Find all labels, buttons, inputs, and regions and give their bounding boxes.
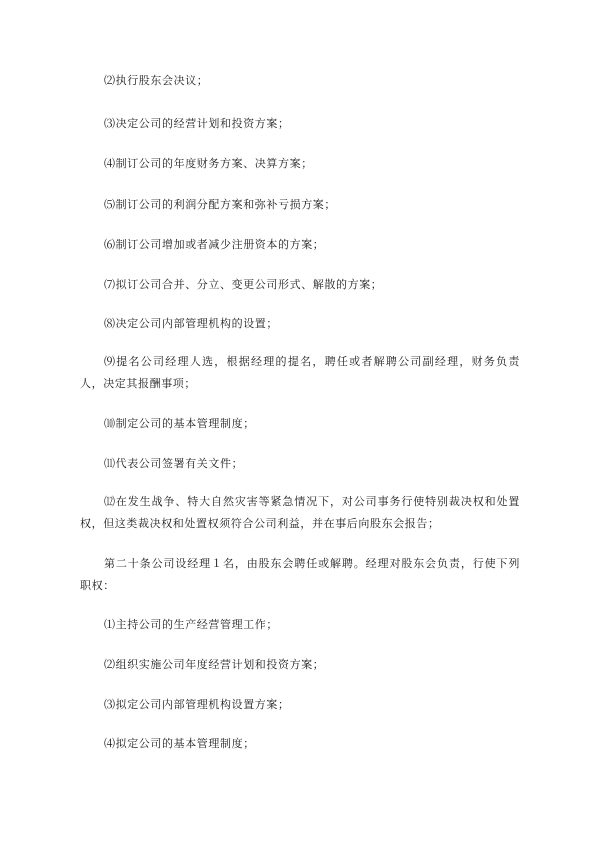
paragraph-duty-5: ⑸制订公司的利润分配方案和弥补亏损方案； — [104, 198, 336, 211]
paragraph-duty-12: ⑿在发生战争、特大自然灾害等紧急情况下，对公司事务行使特别裁决权和处置权，但这类裁决权和处置权须符合公司利益，并在事后向股东会报告； — [80, 495, 520, 530]
paragraph-duty-7: ⑺拟订公司合并、分立、变更公司形式、解散的方案； — [104, 278, 383, 291]
paragraph-duty-3: ⑶决定公司的经营计划和投资方案； — [104, 117, 290, 130]
paragraph-manager-duty-1: ⑴主持公司的生产经营管理工作； — [104, 618, 278, 631]
paragraph-duty-6: ⑹制订公司增加或者减少注册资本的方案； — [104, 238, 325, 251]
paragraph-article-20: 第二十条公司设经理１名，由股东会聘任或解聘。经理对股东会负责，行使下列职权： — [80, 557, 520, 592]
paragraph-manager-duty-4: ⑷拟定公司的基本管理制度； — [104, 737, 255, 750]
paragraph-duty-11: ⑾代表公司签署有关文件； — [104, 457, 244, 470]
paragraph-duty-10: ⑽制定公司的基本管理制度； — [104, 417, 255, 430]
paragraph-duty-4: ⑷制订公司的年度财务方案、决算方案； — [104, 157, 313, 170]
paragraph-duty-8: ⑻决定公司内部管理机构的设置； — [104, 317, 278, 330]
paragraph-duty-2: ⑵执行股东会决议； — [104, 74, 209, 87]
paragraph-manager-duty-3: ⑶拟定公司内部管理机构设置方案； — [104, 698, 290, 711]
paragraph-manager-duty-2: ⑵组织实施公司年度经营计划和投资方案； — [104, 658, 325, 671]
paragraph-duty-9: ⑼提名公司经理人选，根据经理的提名，聘任或者解聘公司副经理，财务负责人，决定其报酬事项； — [80, 355, 520, 390]
